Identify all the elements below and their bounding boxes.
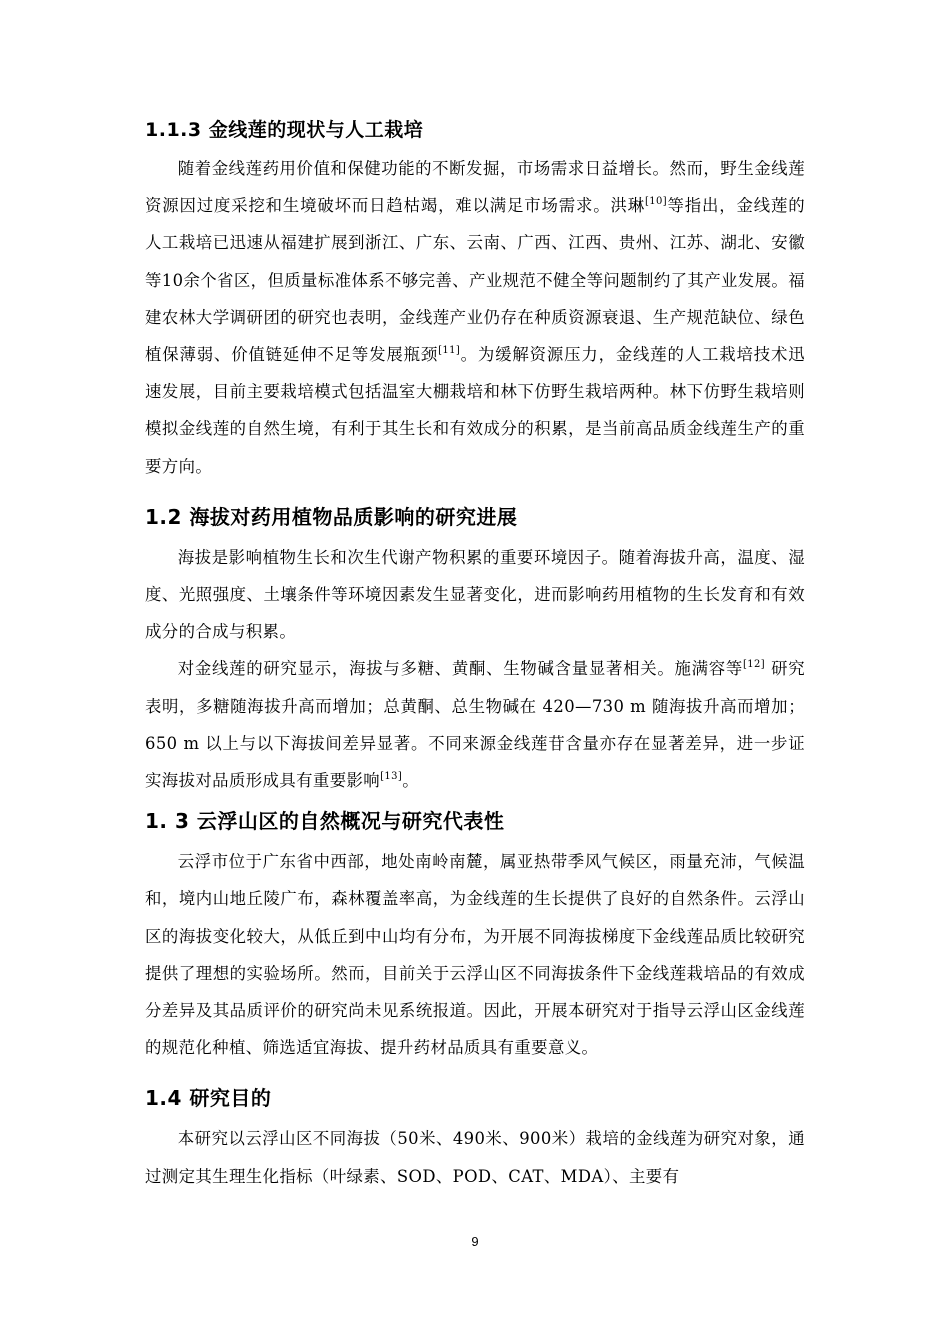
section-heading-1-3: 1. 3 云浮山区的自然概况与研究代表性 bbox=[145, 809, 505, 834]
paragraph-text: 等指出，金线莲的人工栽培已迅速从福建扩展到浙江、广东、云南、广西、江西、贵州、江苏、湖北、安徽等10余个省区，但质量标准体系不够完善、产业规范不健全等问题制约了其产业发展。福建农林大学调研团的研究也表明，金线莲产业仍存在种质资源衰退、生产规范缺位、绿色植保薄弱、价值链延伸不足等发展瓶颈 bbox=[145, 196, 805, 365]
paragraph-text: 。为缓解资源压力，金线莲的人工栽培技术迅速发展，目前主要栽培模式包括温室大棚栽培和林下仿野生栽培两种。林下仿野生栽培则模拟金线莲的自然生境，有利于其生长和有效成分的积累，是当前高品质金线莲生产的重要方向。 bbox=[145, 345, 805, 476]
citation-ref[interactable]: [13] bbox=[380, 771, 403, 783]
section-heading-1-2: 1.2 海拔对药用植物品质影响的研究进展 bbox=[145, 504, 518, 529]
citation-ref[interactable]: [10] bbox=[644, 196, 668, 208]
paragraph-1-2-b bbox=[145, 650, 805, 799]
paragraph-text: 研究表明，多糖随海拔升高而增加；总黄酮、总生物碱在 420—730 m 随海拔升高而增加；650 m 以上与以下海拔间差异显著。不同来源金线莲苷含量亦存在显著差异，进一步证实海拔对品质形成具有重要影响 bbox=[145, 659, 805, 791]
paragraph-1-4: 本研究以云浮山区不同海拔（50米、490米、900米）栽培的金线莲为研究对象，通过测定其生理生化指标（叶绿素、SOD、POD、CAT、MDA）、主要有 bbox=[145, 1129, 805, 1186]
document-page bbox=[145, 110, 805, 1195]
paragraph-text: 对金线莲的研究显示，海拔与多糖、黄酮、生物碱含量显著相关。施满容等 bbox=[177, 659, 743, 679]
section-heading-1-1-3: 1.1.3 金线莲的现状与人工栽培 bbox=[145, 119, 424, 141]
paragraph-text: 。 bbox=[402, 771, 420, 791]
citation-ref[interactable]: [12] bbox=[742, 659, 766, 671]
paragraph-1-1-3 bbox=[145, 150, 805, 485]
paragraph-text: 随着金线莲药用价值和保健功能的不断发掘，市场需求日益增长。然而，野生金线莲资源因过度采挖和生境破坏而日趋枯竭，难以满足市场需求。洪琳 bbox=[145, 159, 805, 216]
citation-ref[interactable]: [11] bbox=[438, 345, 461, 357]
section-heading-1-4: 1.4 研究目的 bbox=[145, 1086, 272, 1111]
page-number: 9 bbox=[471, 1234, 479, 1249]
paragraph-1-2-a: 海拔是影响植物生长和次生代谢产物积累的重要环境因子。随着海拔升高，温度、湿度、光照强度、土壤条件等环境因素发生显著变化，进而影响药用植物的生长发育和有效成分的合成与积累。 bbox=[145, 547, 805, 642]
paragraph-1-3: 云浮市位于广东省中西部，地处南岭南麓，属亚热带季风气候区，雨量充沛，气候温和，境内山地丘陵广布，森林覆盖率高，为金线莲的生长提供了良好的自然条件。云浮山区的海拔变化较大，从低丘到中山均有分布，为开展不同海拔梯度下金线莲品质比较研究提供了理想的实验场所。然而，目前关于云浮山区不同海拔条件下金线莲栽培品的有效成分差异及其品质评价的研究尚未见系统报道。因此，开展本研究对于指导云浮山区金线莲的规范化种植、筛选适宜海拔、提升药材品质具有重要意义。 bbox=[145, 852, 805, 1058]
